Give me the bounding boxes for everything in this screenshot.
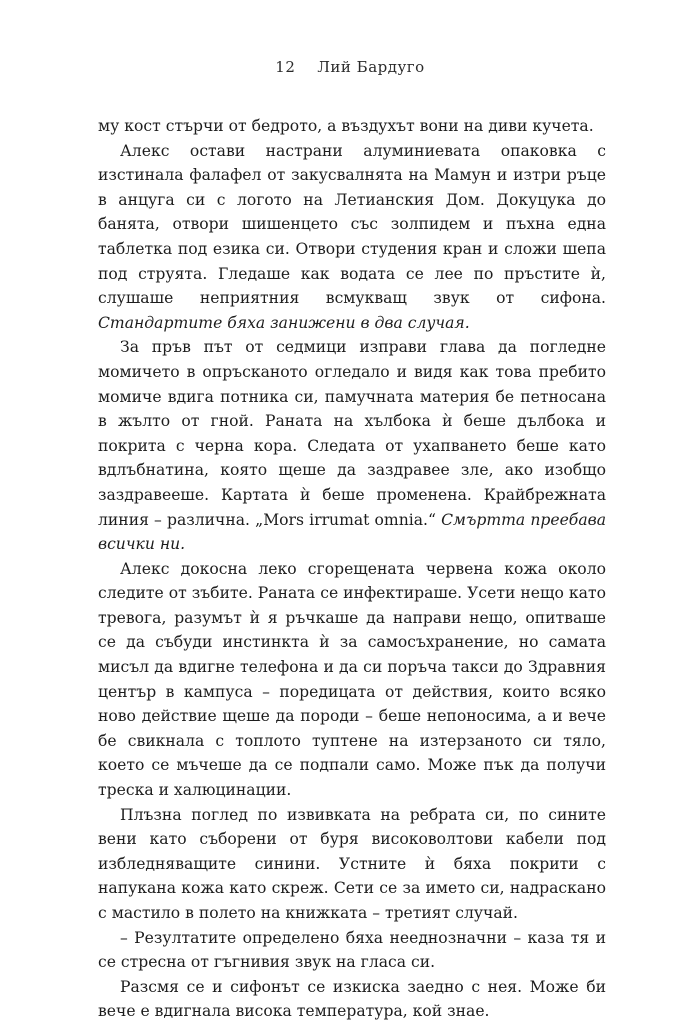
paragraph: Алекс остави настрани алуминиевата опаковка с изстинала фалафел от закусвалнята на Мамун и изтри ръце в анцуга си с логото на Летианския Дом. Докуцука до банята, отвори шишенцето със золпидем и пъхна една таблетка под езика си. Отвори студения кран и сложи шепа под струята. Гледаше как водата се лее по пръстите ѝ, слушаше неприятния всмукващ звук от сифона. Стандартите бяха занижени в два случая.: [98, 141, 606, 332]
paragraph: За пръв път от седмици изправи глава да погледне момичето в опръсканото огледало и видя как това пребито момиче вдига потника си, памучната материя бе петносана в жълто от гной. Раната на хълбока ѝ беше дълбока и покрита с черна кора. Следата от ухапването беше като вдлъбнатина, която щеше да заздравее зле, ако изобщо заздравееше. Картата ѝ беше променена. Крайбрежната линия – различна. „Mors irrumat omnia.“ Смъртта преебава всички ни.: [98, 338, 606, 554]
paragraph: Разсмя се и сифонът се изкиска заедно с нея. Може би вече е вдигнала висока температура, кой знае.: [98, 977, 606, 1021]
paragraph: Плъзна поглед по извивката на ребрата си, по сините вени като съборени от буря високоволтови кабели под избледняващите синини. Устните ѝ бяха покрити с напукана кожа като скреж. Сети се за името си, надраскано с мастило в полето на книжката – третият случай.: [98, 805, 606, 922]
page-number: 12: [275, 58, 296, 76]
italic-phrase: Стандартите бяха занижени в два случая.: [98, 313, 470, 332]
body-text: [98, 114, 606, 1024]
paragraph: Алекс докосна леко сгорещената червена кожа около следите от зъбите. Раната се инфектираше. Усети нещо като тревога, разумът ѝ я ръчкаше да направи нещо, опитваше се да събуди инстинкта ѝ за самосъхранение, но самата мисъл да вдигне телефона и да си поръча такси до Здравния център в кампуса – поредицата от действия, които всяко ново действие щеше да породи – беше непоносима, а и вече бе свикнала с топлото туптене на изтерзаното си тяло, което се мъчеше да се подпали само. Може пък да получи треска и халюцинации.: [98, 559, 606, 800]
running-head: [0, 58, 700, 76]
paragraph: му кост стърчи от бедрото, а въздухът вони на диви кучета.: [98, 117, 594, 135]
author-name: Лий Бардуго: [317, 58, 425, 76]
italic-phrase: Смъртта преебава всички ни.: [98, 510, 606, 554]
paragraph: – Резултатите определено бяха нееднозначни – каза тя и се стресна от гъгнивия звук на гласа си.: [98, 928, 606, 972]
